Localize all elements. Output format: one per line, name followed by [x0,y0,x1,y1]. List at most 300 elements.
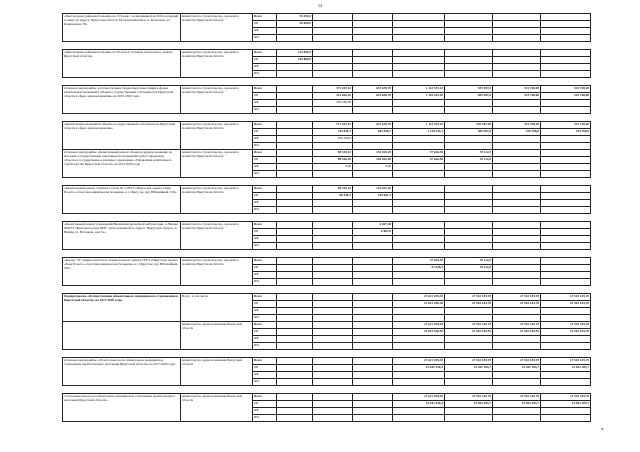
funding-source: Всего [253,122,277,129]
amount-cell: 505 587,0 [445,129,493,136]
amount-cell [445,229,493,236]
amount-cell: 15 641 930,3 [393,401,445,408]
amount-cell: 15 502 183,70 [445,322,493,329]
amount-cell: 15 641 930,30 [393,394,445,401]
amount-cell [493,14,541,21]
funding-source: Всего [253,50,277,57]
amount-cell: 70 112,0 [445,157,493,164]
amount-cell [541,100,591,107]
amount-cell [393,28,445,35]
amount-cell [277,372,313,379]
amount-cell [393,408,445,415]
amount-cell [277,322,313,329]
amount-cell: 635 658,70 [353,122,393,129]
amount-cell [353,322,393,329]
amount-cell [313,358,353,365]
amount-cell [313,57,353,64]
amount-cell [277,415,313,422]
amount-cell [313,64,353,71]
amount-cell [541,372,591,379]
amount-cell [277,222,313,229]
responsible-executor: министерство строительства, дорожного хозяйства Иркутской области [181,122,253,150]
amount-cell [393,372,445,379]
funding-source: Всего [253,322,277,329]
amount-cell [493,200,541,207]
funding-source: ФБ [253,200,277,207]
funding-source: ОБ [253,301,277,308]
amount-cell: 15 641 930,30 [393,301,445,308]
funding-source: ОБ [253,365,277,372]
responsible-executor: Всего, в том числе [181,294,253,322]
table-row [63,122,591,129]
amount-cell [277,186,313,193]
amount-cell [445,143,493,150]
amount-cell [277,258,313,265]
amount-cell [393,343,445,350]
amount-cell [353,50,393,57]
funding-source: ФБ [253,308,277,315]
amount-cell [493,171,541,178]
funding-source: ИИ [253,279,277,286]
amount-cell [277,86,313,93]
amount-cell [393,279,445,286]
amount-cell [277,315,313,322]
amount-cell [393,107,445,114]
funding-source: ФБ [253,28,277,35]
funding-source: Всего [253,222,277,229]
amount-cell [353,379,393,386]
amount-cell [445,186,493,193]
amount-cell [541,50,591,57]
amount-cell [313,222,353,229]
amount-cell [393,57,445,64]
amount-cell: 6 067,0 [353,229,393,236]
amount-cell [313,35,353,42]
amount-cell [493,136,541,143]
amount-cell: 15 502 183,7 [493,401,541,408]
amount-cell: 15 641 930,30 [393,329,445,336]
amount-cell [541,71,591,78]
amount-cell: 15 641 930,30 [393,322,445,329]
funding-source: ИИ [253,379,277,386]
amount-cell: 15 502 183,70 [445,301,493,308]
amount-cell: 89 536,10 [313,150,353,157]
amount-cell [277,236,313,243]
funding-source: ОБ [253,401,277,408]
amount-cell: 635 658,70 [353,93,393,100]
funding-source: ФБ [253,164,277,171]
amount-cell [393,236,445,243]
amount-cell: 505 587,0 [445,93,493,100]
amount-cell [493,415,541,422]
funding-source: Всего [253,294,277,301]
amount-cell: 156 029,20 [353,150,393,157]
amount-cell: 635 658,70 [353,86,393,93]
amount-cell [493,193,541,200]
funding-source: ОБ [253,93,277,100]
amount-cell [353,107,393,114]
amount-cell [541,243,591,250]
funding-source: ФБ [253,136,277,143]
funding-source: Всего [253,186,277,193]
table-row [63,222,591,229]
amount-cell [445,279,493,286]
measure-description [63,322,181,350]
amount-cell [493,236,541,243]
table-row [63,294,591,301]
funding-source: Всего [253,14,277,21]
funding-source: ФБ [253,336,277,343]
amount-cell: 156 029,20 [353,157,393,164]
responsible-executor: министерство здравоохранения Иркутской области [181,358,253,386]
amount-cell [541,28,591,35]
amount-cell [393,308,445,315]
amount-cell [313,229,353,236]
funding-source: ИИ [253,107,277,114]
funding-source: ФБ [253,372,277,379]
spacer-cell [63,250,591,258]
funding-source: ОБ [253,157,277,164]
funding-source: Всего [253,86,277,93]
amount-cell: 15 641 930,30 [393,358,445,365]
amount-cell [393,200,445,207]
amount-cell [541,379,591,386]
amount-cell [353,57,393,64]
amount-cell [393,193,445,200]
amount-cell: 110 880,0 [277,50,313,57]
amount-cell [493,57,541,64]
amount-cell [277,294,313,301]
amount-cell: 89 536,1 [313,193,353,200]
amount-cell [313,365,353,372]
amount-cell [353,394,393,401]
amount-cell [493,64,541,71]
amount-cell [313,243,353,250]
amount-cell [493,143,541,150]
amount-cell [541,14,591,21]
amount-cell: 519 768,00 [541,93,591,100]
amount-cell [393,35,445,42]
amount-cell [493,157,541,164]
amount-cell [541,408,591,415]
amount-cell: 15 502 183,70 [541,358,591,365]
amount-cell: 15 502 183,70 [541,329,591,336]
page-number: 14 [318,3,322,8]
amount-cell [277,329,313,336]
amount-cell [313,71,353,78]
amount-cell [445,64,493,71]
amount-cell: 15 641 930,3 [393,365,445,372]
amount-cell: 15 641 930,30 [393,294,445,301]
table-row [63,14,591,21]
amount-cell [393,21,445,28]
amount-cell [313,258,353,265]
amount-cell [353,336,393,343]
amount-cell [445,35,493,42]
amount-cell: 15 502 183,70 [493,301,541,308]
amount-cell: 0,00 [353,164,393,171]
amount-cell [277,379,313,386]
amount-cell [393,222,445,229]
amount-cell [353,279,393,286]
amount-cell: 6 067,00 [353,222,393,229]
responsible-executor: министерство строительства, дорожного хозяйства Иркутской области [181,86,253,114]
amount-cell [541,222,591,229]
amount-cell: 519 768,00 [541,122,591,129]
funding-source: ИИ [253,315,277,322]
table-row [63,50,591,57]
funding-source: ИИ [253,415,277,422]
amount-cell [445,14,493,21]
spacer-cell [63,178,591,186]
amount-cell [313,265,353,272]
table-spacer [63,350,591,358]
amount-cell [353,401,393,408]
amount-cell [493,207,541,214]
amount-cell [353,343,393,350]
amount-cell [493,343,541,350]
amount-cell [445,100,493,107]
spacer-cell [63,386,591,394]
amount-cell [493,28,541,35]
amount-cell [277,122,313,129]
amount-cell [541,336,591,343]
amount-cell [353,35,393,42]
measure-description: «Корпус "Б" здания областного перинатального центра ГБУЗ «Иркутская ордена «Знак Почета» областная клиническая больница» в г. Иркутске, м/р Юбилейный, 100» [63,258,181,286]
amount-cell: 505 587,0 [445,86,493,93]
amount-cell: 50 000,0 [277,21,313,28]
amount-cell [493,372,541,379]
funding-source: ОБ [253,21,277,28]
amount-cell [493,150,541,157]
measure-description: Подпрограмма «Осуществление обязательного медицинского страхования в Иркутской области» на 2017-2020 годы [63,294,181,322]
amount-cell [313,322,353,329]
amount-cell [353,171,393,178]
amount-cell [393,315,445,322]
amount-cell: 519 768,0 [493,129,541,136]
amount-cell [541,279,591,286]
amount-cell: 15 502 183,70 [493,358,541,365]
amount-cell [393,272,445,279]
amount-cell [541,315,591,322]
amount-cell [393,415,445,422]
funding-source: ФБ [253,100,277,107]
amount-cell [353,408,393,415]
amount-cell [393,171,445,178]
amount-cell [541,207,591,214]
responsible-executor: министерство здравоохранения Иркутской области [181,394,253,422]
amount-cell: 15 502 183,70 [493,394,541,401]
funding-source: ФБ [253,408,277,415]
amount-cell [541,258,591,265]
amount-cell [313,379,353,386]
amount-cell [353,207,393,214]
amount-cell [353,294,393,301]
table-spacer [63,214,591,222]
amount-cell [277,358,313,365]
amount-cell: 15 502 183,70 [445,294,493,301]
amount-cell [353,200,393,207]
amount-cell [541,143,591,150]
amount-cell [393,143,445,150]
funding-source: ИИ [253,35,277,42]
amount-cell [353,358,393,365]
amount-cell [493,379,541,386]
responsible-executor: министерство строительства, дорожного хозяйства Иркутской области [181,258,253,286]
amount-cell [445,171,493,178]
amount-cell [277,136,313,143]
amount-cell [445,193,493,200]
amount-cell: 15 502 183,70 [445,394,493,401]
responsible-executor: министерство строительства, дорожного хозяйства Иркутской области [181,186,253,214]
amount-cell [493,336,541,343]
amount-cell [353,372,393,379]
amount-cell [277,279,313,286]
amount-cell [445,207,493,214]
amount-cell [353,365,393,372]
amount-cell [277,129,313,136]
measure-description: «Капитальный ремонт лечебного блока № 2 ГБУЗ «Иркутская ордена «Знак Почета» областная клиническая больница» в г. Иркутске, м/р Юбилейный, 100» [63,186,181,214]
amount-cell [493,100,541,107]
amount-cell [493,265,541,272]
amount-cell [313,272,353,279]
amount-cell [313,143,353,150]
amount-cell [393,100,445,107]
funding-source: ОБ [253,265,277,272]
amount-cell: 57 626,50 [393,258,445,265]
amount-cell [445,272,493,279]
amount-cell [445,336,493,343]
amount-cell [313,336,353,343]
amount-cell [541,150,591,157]
amount-cell [277,64,313,71]
amount-cell [541,415,591,422]
amount-cell [277,143,313,150]
table-row [63,186,591,193]
amount-cell [393,207,445,214]
amount-cell [541,171,591,178]
table-spacer [63,386,591,394]
funding-source: ИИ [253,171,277,178]
amount-cell [493,50,541,57]
amount-cell [393,64,445,71]
amount-cell [541,343,591,350]
responsible-executor: министерство строительства, дорожного хозяйства Иркутской области [181,50,253,78]
amount-cell [353,236,393,243]
measure-description: «Страховые взносы на обязательное медицинское страхование неработающего населения Иркутской области» [63,394,181,422]
spacer-cell [63,214,591,222]
amount-cell [277,343,313,350]
amount-cell [445,21,493,28]
amount-cell: 70 112,0 [445,150,493,157]
amount-cell [445,343,493,350]
amount-cell [277,100,313,107]
amount-cell: 519 768,00 [541,86,591,93]
spacer-cell [63,286,591,294]
amount-cell [277,200,313,207]
amount-cell: 15 502 183,70 [493,329,541,336]
amount-cell [493,35,541,42]
amount-cell [493,315,541,322]
spacer-cell [63,78,591,86]
spacer-cell [63,350,591,358]
amount-cell [277,229,313,236]
amount-cell: 505 587,00 [445,122,493,129]
amount-cell [393,229,445,236]
amount-cell [313,14,353,21]
amount-cell [445,136,493,143]
amount-cell [445,50,493,57]
amount-cell: 15 502 183,7 [445,365,493,372]
amount-cell [277,401,313,408]
amount-cell [353,329,393,336]
amount-cell [393,243,445,250]
amount-cell [445,408,493,415]
funding-source: Всего [253,358,277,365]
amount-cell [277,408,313,415]
amount-cell [277,193,313,200]
spacer-cell [63,42,591,50]
amount-cell [393,164,445,171]
amount-cell: 149 961,20 [353,186,393,193]
amount-cell [445,222,493,229]
amount-cell: 15 502 183,7 [541,365,591,372]
amount-cell [541,272,591,279]
amount-cell [493,308,541,315]
amount-cell [353,143,393,150]
amount-cell [541,186,591,193]
amount-cell: 89 536,10 [313,186,353,193]
corner-mark: м [601,426,604,431]
amount-cell: 149 961,2 [353,193,393,200]
amount-cell [493,243,541,250]
amount-cell: 110 880,0 [277,57,313,64]
amount-cell: 15 502 183,70 [541,322,591,329]
amount-cell: 256 189,0 [313,136,353,143]
table-spacer [63,78,591,86]
amount-cell [445,164,493,171]
amount-cell [313,408,353,415]
amount-cell [313,294,353,301]
amount-cell: 15 502 183,7 [541,401,591,408]
amount-cell: 15 502 183,70 [493,294,541,301]
amount-cell [353,243,393,250]
measure-description: Основное мероприятие «Осуществление бюджетных инвестиций в форме капитальных вложений в объекты государственной собственности Иркутской области в сфере здравоохранения» на 2015-2020 годы [63,86,181,114]
amount-cell [393,71,445,78]
amount-cell: 15 502 183,70 [445,329,493,336]
amount-cell [277,93,313,100]
measure-description: «Капитальные вложения в объекты государственной собственности Иркутской области в сфере здравоохранения» [63,122,181,150]
amount-cell [445,372,493,379]
amount-cell [313,171,353,178]
amount-cell [493,21,541,28]
amount-cell [541,265,591,272]
funding-source: Всего [253,258,277,265]
amount-cell [353,308,393,315]
table-spacer [63,250,591,258]
amount-cell [313,236,353,243]
amount-cell: 0,00 [313,164,353,171]
amount-cell [445,415,493,422]
amount-cell [541,236,591,243]
amount-cell: 15 502 183,70 [541,301,591,308]
funding-source: ФБ [253,64,277,71]
table-spacer [63,178,591,186]
amount-cell: 635 658,7 [353,129,393,136]
funding-source: ФБ [253,272,277,279]
amount-cell [353,14,393,21]
amount-cell [445,379,493,386]
